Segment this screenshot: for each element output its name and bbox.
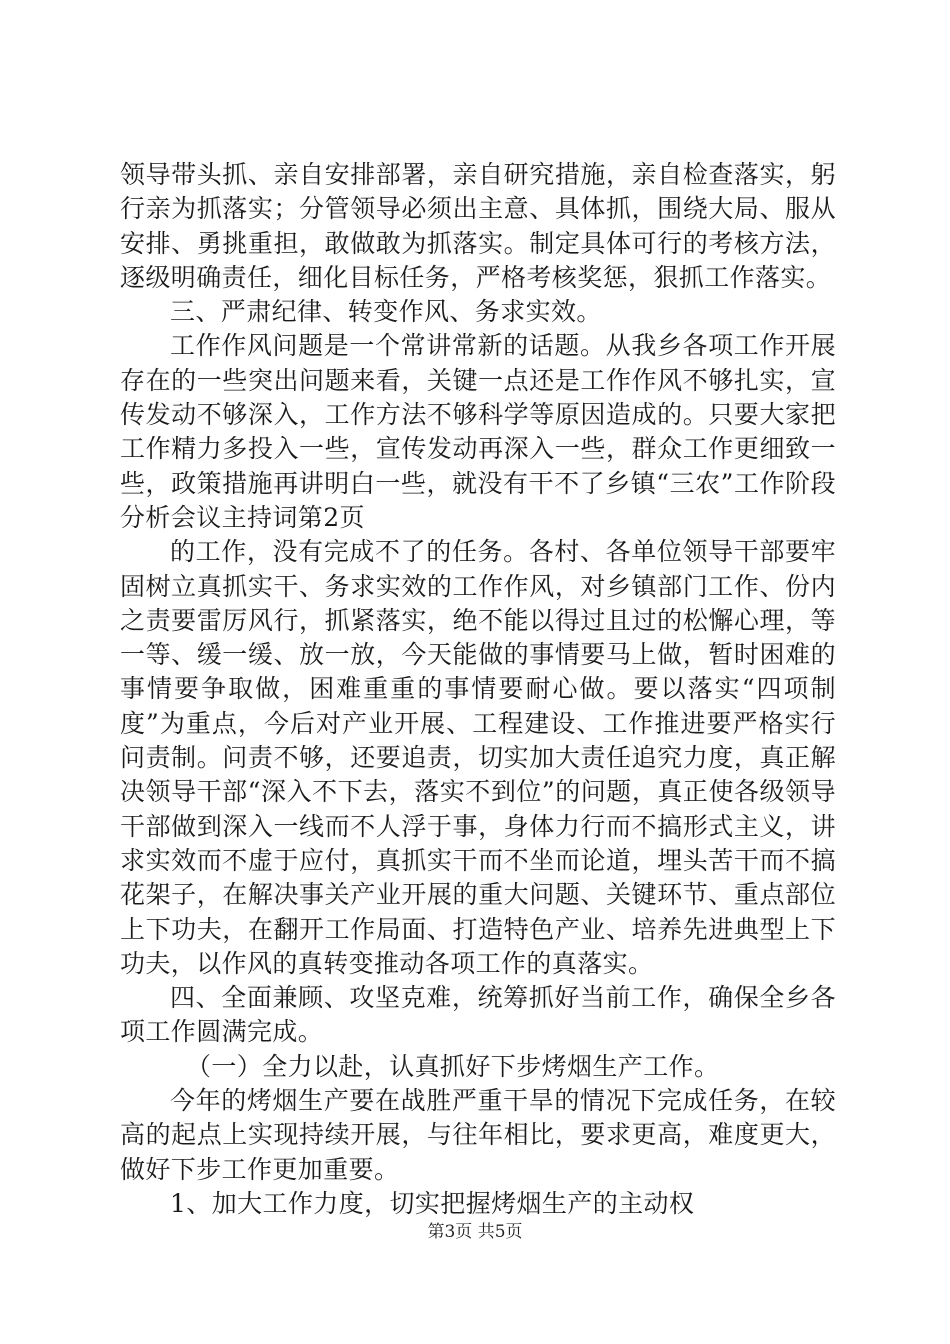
paragraph-responsibility: 的工作，没有完成不了的任务。各村、各单位领导干部要牢固树立真抓实干、务求实效的工作作风，对乡镇部门工作、份内之责要雷厉风行，抓紧落实，绝不能以得过且过的松懈心理，等一等、缓一缓、放一放，今天能做的事情要马上做，暂时困难的事情要争取做，困难重重的事情要耐心做。要以落实“四项制度”为重点，今后对产业开展、工程建设、工作推进要严格实行问责制。问责不够，还要追责，切实加大责任追究力度，真正解决领导干部“深入不下去，落实不到位”的问题，真正使各级领导干部做到深入一线而不人浮于事，身体力行而不搞形式主义，讲求实效而不虚于应付，真抓实干而不坐而论道，埋头苦干而不搞花架子，在解决事关产业开展的重大问题、关键环节、重点部位上下功夫，在翻开工作局面、打造特色产业、培养先进典型上下功夫，以作风的真转变推动各项工作的真落实。 bbox=[120, 537, 836, 978]
document-body bbox=[120, 158, 836, 1221]
heading-subsection-one: （一）全力以赴，认真抓好下步烤烟生产工作。 bbox=[186, 1051, 720, 1081]
paragraph-tobacco-production: 今年的烤烟生产要在战胜严重干旱的情况下完成任务，在较高的起点上实现持续开展，与往年相比，要求更高，难度更大，做好下步工作更加重要。 bbox=[120, 1086, 836, 1184]
paragraph-leadership-continuation: 领导带头抓、亲自安排部署，亲自研究措施，亲自检查落实，躬行亲为抓落实；分管领导必须出主意、具体抓，围绕大局、服从安排、勇挑重担，敢做敢为抓落实。制定具体可行的考核方法，逐级明确责任，细化目标任务，严格考核奖惩，狠抓工作落实。 bbox=[120, 160, 836, 292]
page-footer: 第3页 共5页 bbox=[427, 1222, 523, 1242]
heading-item-one: 1、加大工作力度，切实把握烤烟生产的主动权 bbox=[170, 1188, 695, 1218]
heading-section-three: 三、严肃纪律、转变作风、务求实效。 bbox=[170, 297, 602, 327]
heading-section-four: 四、全面兼顾、攻坚克难，统筹抓好当前工作，确保全乡各项工作圆满完成。 bbox=[120, 983, 836, 1047]
paragraph-work-style: 工作作风问题是一个常讲常新的话题。从我乡各项工作开展存在的一些突出问题来看，关键一点还是工作作风不够扎实，宣传发动不够深入，工作方法不够科学等原因造成的。只要大家把工作精力多投入一些，宣传发动再深入一些，群众工作更细致一些，政策措施再讲明白一些，就没有干不了乡镇“三农”工作阶段分析会议主持词第2页 bbox=[120, 331, 836, 532]
